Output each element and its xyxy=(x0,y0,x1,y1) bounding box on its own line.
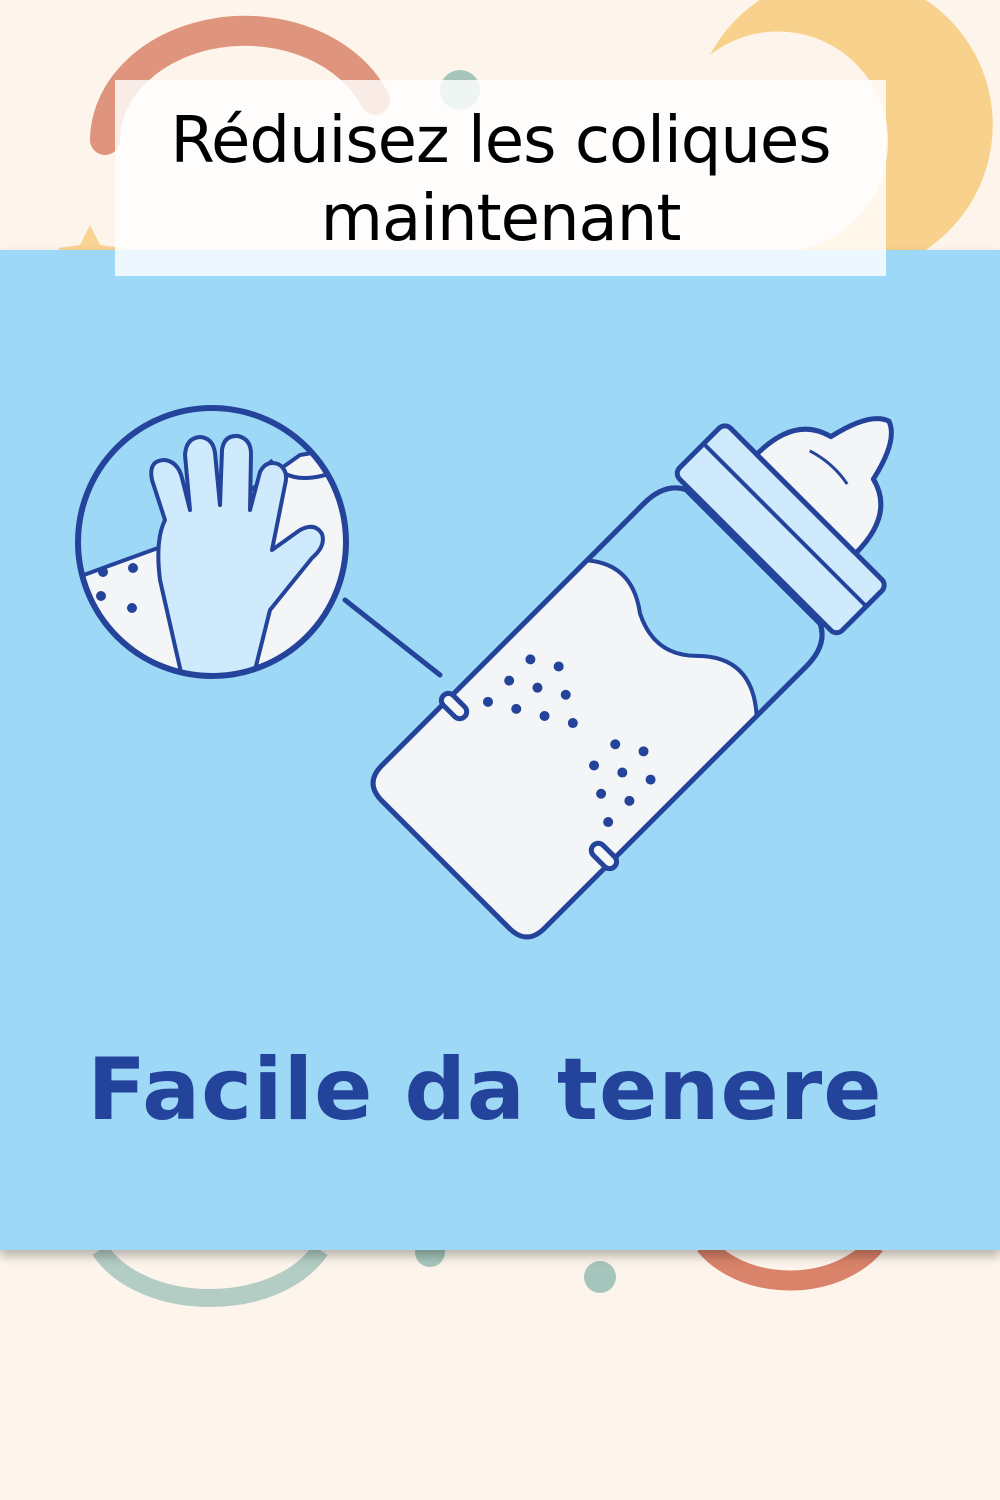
headline-banner xyxy=(115,80,886,276)
headline: Réduisez les coliques maintenant xyxy=(170,104,831,256)
decor-arch-bottom-right xyxy=(705,1245,875,1280)
decor-arch-bottom-left xyxy=(100,1250,320,1298)
baby-bottle-icon xyxy=(360,336,974,950)
decor-dot-bottom-2 xyxy=(584,1261,616,1293)
magnifier-connector xyxy=(345,600,440,675)
magnifier-circle-icon xyxy=(60,408,360,690)
feature-caption: Facile da tenere xyxy=(87,1040,883,1140)
product-feature-card xyxy=(0,250,1000,1250)
